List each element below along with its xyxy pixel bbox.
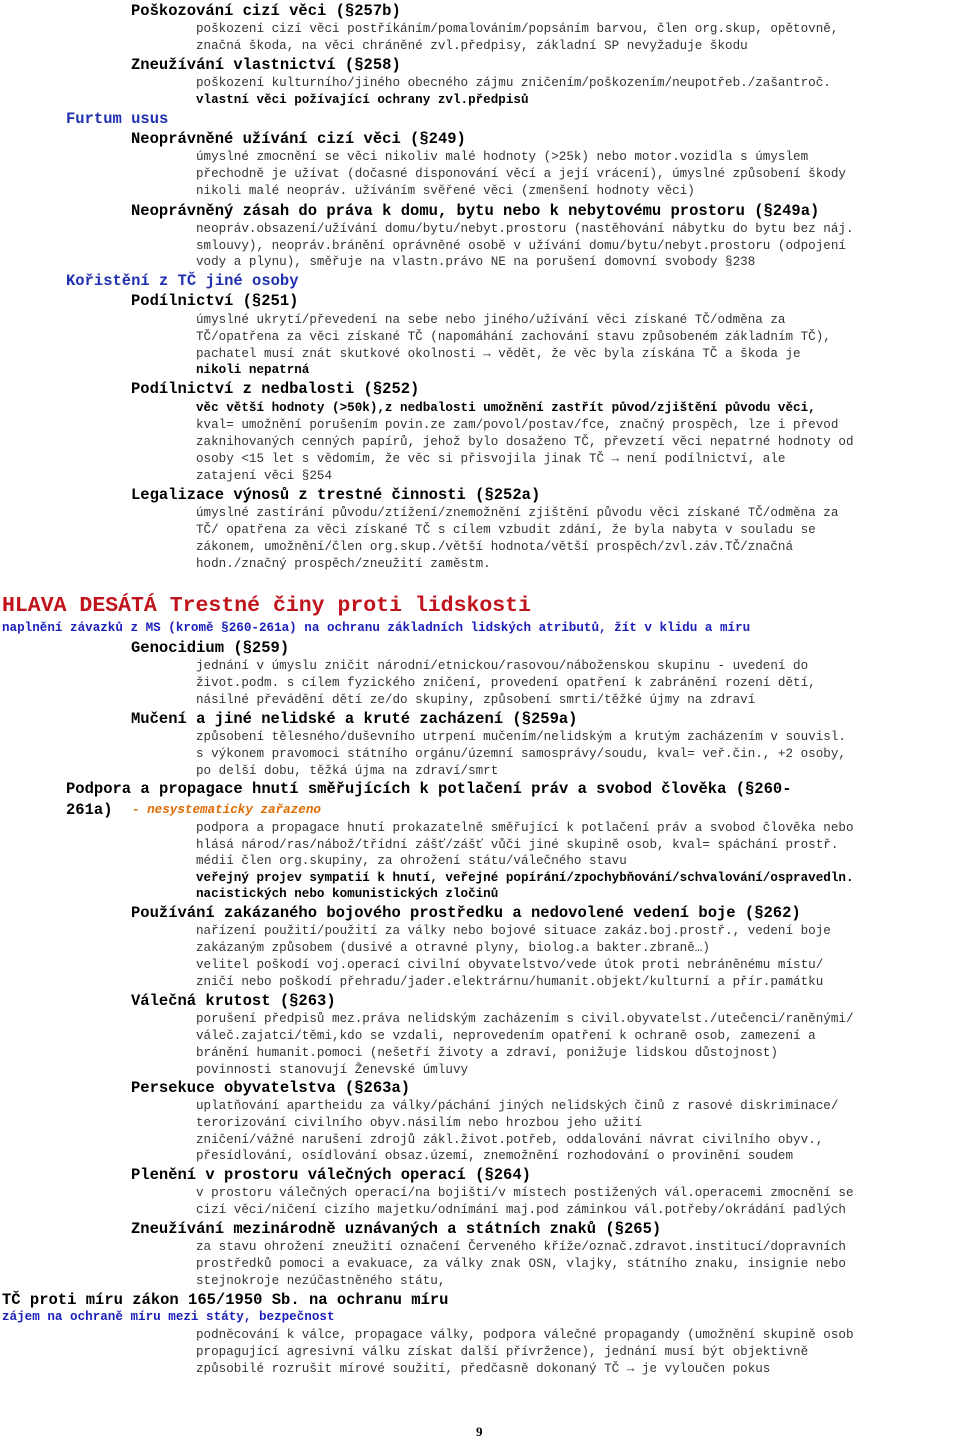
text-line: zakázaným způsobem (dusivé a otravné plyny, biolog.a bakter.zbraně…): [196, 941, 710, 955]
chapter-subtitle: zájem na ochraně míru mezi státy, bezpečnost: [2, 1310, 335, 1324]
section-heading: Genocidium (§259): [131, 639, 290, 657]
text-line: zatajení věci §254: [196, 469, 333, 483]
text-line: zaknihovaných cenných papírů, jehož bylo dosaženo TČ, převzetí věci nepatrné hodnoty od: [196, 435, 854, 449]
text-line: smlouvy), neopráv.bránění oprávněné osobě v užívání domu/bytu/nebyt.prostoru (odpojení: [196, 239, 846, 253]
text-line: prostředků pomoci a evakuace, za války znak OSN, vlajky, státního znaku, insignie nebo: [196, 1257, 846, 1271]
text-line: jednání v úmyslu zničit národní/etnickou/rasovou/náboženskou skupinu - uvedení do: [196, 659, 809, 673]
text-line: pachatel musí znát skutkové okolnosti → vědět, že věc byla získána TČ a škoda je: [196, 347, 801, 361]
text-line: uplatňování apartheidu za války/páchání jiných nelidských činů z rasové diskriminace/: [196, 1099, 839, 1113]
text-line: způsobilé rozrušit mírové soužití, předčasně dokonaný TČ → je vyloučen pokus: [196, 1362, 771, 1376]
text-line: nařízení použití/použití za války nebo bojové situace zakáz.boj.prostř., vedení boje: [196, 924, 831, 938]
heading-note: - nesystematicky zařazeno: [132, 803, 321, 817]
section-heading: TČ proti míru zákon 165/1950 Sb. na ochranu míru: [2, 1291, 449, 1309]
section-heading: Zneužívání vlastnictví (§258): [131, 56, 401, 74]
text-line: s výkonem pravomoci státního orgánu/územní samosprávy/soudu, kval= veř.čin., +2 osoby,: [196, 747, 846, 761]
text-line: zákonem, umožnění/člen org.skup./větší hodnota/větší prospěch/zvl.záv.TČ/značná: [196, 540, 794, 554]
text-line: kval= umožnění porušením povin.ze zam/povol/postav/fce, značný prospěch, lze i převod: [196, 418, 839, 432]
section-heading: Poškozování cizí věci (§257b): [131, 2, 401, 20]
section-heading: Podílnictví z nedbalosti (§252): [131, 380, 420, 398]
chapter-title: HLAVA DESÁTÁ Trestné činy proti lidskosti: [2, 594, 531, 618]
section-heading: Mučení a jiné nelidské a kruté zacházení (§259a): [131, 710, 578, 728]
text-line: přechodně je užívat (dočasné disponování věcí a její vrácení), úmyslné způsobení škody: [196, 167, 846, 181]
text-line: úmyslné zastírání původu/ztížení/znemožnění zjištění původu věci získané TČ/odměna za: [196, 506, 839, 520]
text-line: podpora a propagace hnutí prokazatelně směřující k potlačení práv a svobod člověka nebo: [196, 821, 854, 835]
text-line: stejnokroje nezúčastněného státu,: [196, 1274, 446, 1288]
section-heading: Persekuce obyvatelstva (§263a): [131, 1079, 411, 1097]
text-line: způsobení tělesného/duševního utrpení mučením/nelidským a krutým zacházením v souvisl.: [196, 730, 846, 744]
text-line: nikoli nepatrná: [196, 363, 310, 377]
text-line: osoby <15 let s vědomím, že věc si přisvojila jinak TČ → není podílnictví, ale: [196, 452, 786, 466]
text-line: úmyslné zmocnění se věci nikoliv malé hodnoty (>25k) nebo motor.vozidla s úmyslem: [196, 150, 809, 164]
text-line: věc větší hodnoty (>50k),z nedbalosti umožnění zastřít původ/zjištění původu věci,: [196, 401, 816, 415]
text-line: podněcování k válce, propagace války, podpora válečné propagandy (umožnění skupině osob: [196, 1328, 854, 1342]
text-line: bránění humanit.pomoci (nešetří životy a zdraví, ponižuje lidskou důstojnost): [196, 1046, 778, 1060]
text-line: neopráv.obsazení/užívání domu/bytu/nebyt.prostoru (nastěhování nábytku do bytu bez náj.: [196, 222, 854, 236]
group-heading: Furtum usus: [66, 110, 169, 128]
text-line: terorizování civilního obyv.násilím nebo hrozbou jeho užití: [196, 1116, 642, 1130]
text-line: život.podm. s cílem fyzického zničení, provedení opatření k zabránění rození dětí,: [196, 676, 816, 690]
text-line: úmyslné ukrytí/převedení na sebe nebo jiného/užívání věci získané TČ/odměna za: [196, 313, 786, 327]
text-line: TČ/opatřena za věci získané TČ (napomáhání zachování stavu způsobeném základním TČ),: [196, 330, 831, 344]
section-heading: Podpora a propagace hnutí směřujících k potlačení práv a svobod člověka (§260-: [66, 780, 792, 798]
section-heading: 261a): [66, 801, 113, 819]
chapter-subtitle: naplnění závazků z MS (kromě §260-261a) na ochranu základních lidských atributů, žít v klidu a míru: [2, 621, 751, 635]
section-heading: Zneužívání mezinárodně uznávaných a státních znaků (§265): [131, 1220, 662, 1238]
text-line: v prostoru válečných operací/na bojišti/v místech postižených vál.operacemi zmocnění se: [196, 1186, 854, 1200]
text-line: zničí nebo poškodí přehradu/jader.elektrárnu/humanit.objekt/kulturní a přír.památku: [196, 975, 824, 989]
section-heading: Plenění v prostoru válečných operací (§264): [131, 1166, 531, 1184]
group-heading: Kořistění z TČ jiné osoby: [66, 272, 299, 290]
text-line: vlastní věci požívající ochrany zvl.předpisů: [196, 93, 529, 107]
section-heading: Používání zakázaného bojového prostředku a nedovolené vedení boje (§262): [131, 904, 801, 922]
text-line: za stavu ohrožení zneužití označení Červeného kříže/označ.zdravot.institucí/dopravních: [196, 1240, 846, 1254]
text-line: hlásá národ/ras/nábož/třídní zášť/zášť vůči jiné skupině osob, kval= spáchání prostř.: [196, 838, 839, 852]
text-line: poškození kulturního/jiného obecného zájmu zničením/poškozením/neupotřeb./zašantroč.: [196, 76, 831, 90]
text-line: násilné převádění dětí ze/do skupiny, způsobení smrti/těžké újmy na zdraví: [196, 693, 756, 707]
text-line: velitel poškodí voj.operací civilní obyvatelstvo/vede útok proti nebráněnému místu/: [196, 958, 824, 972]
text-line: hodn./značný prospěch/zneužití zaměstm.: [196, 557, 491, 571]
section-heading: Neoprávněný zásah do práva k domu, bytu nebo k nebytovému prostoru (§249a): [131, 202, 820, 220]
section-heading: Neoprávněné užívání cizí věci (§249): [131, 130, 466, 148]
text-line: přesídlování, osídlování obsaz.území, znemožnění rozhodování o provinění soudem: [196, 1149, 794, 1163]
text-line: TČ/ opatřena za věci získané TČ s cílem vzbudit zdání, že byla nabyta v souladu se: [196, 523, 816, 537]
text-line: porušení předpisů mez.práva nelidským zacházením s civil.obyvatelst./utečenci/raněnými/: [196, 1012, 854, 1026]
text-line: po delší dobu, těžká újma na zdraví/smrt: [196, 764, 499, 778]
text-line: cizí věci/ničení cizího majetku/odnímání maj.pod záminkou vál.potřeby/okrádání padlých: [196, 1203, 846, 1217]
text-line: značná škoda, na věci chráněné zvl.předpisy, základní SP nevyžaduje škodu: [196, 39, 748, 53]
section-heading: Podílnictví (§251): [131, 292, 299, 310]
text-line: povinnosti stanovují Ženevské úmluvy: [196, 1063, 469, 1077]
text-line: médií člen org.skupiny, za ohrožení státu/válečného stavu: [196, 854, 627, 868]
text-line: nacistických nebo komunistických zločinů: [196, 887, 499, 901]
text-line: propagující agresivní válku získat další přívržence), jednání musí být objektivně: [196, 1345, 809, 1359]
section-heading: Válečná krutost (§263): [131, 992, 336, 1010]
text-line: veřejný projev sympatií k hnutí, veřejné popírání/zpochybňování/schvalování/ospravedln.: [196, 871, 854, 885]
text-line: váleč.zajatci/těmi,kdo se vzdali, neprovedením opatření k ochraně osob, zamezení a: [196, 1029, 816, 1043]
text-line: poškození cizí věci postříkáním/pomalováním/popsáním barvou, člen org.skup, opětovně,: [196, 22, 839, 36]
section-heading: Legalizace výnosů z trestné činnosti (§252a): [131, 486, 541, 504]
text-line: nikoli malé neopráv. užíváním svěřené věci (zmenšení hodnoty věci): [196, 184, 695, 198]
text-line: vody a plynu), směřuje na vlastn.právo NE na porušení domovní svobody §238: [196, 255, 756, 269]
text-line: zničení/vážné narušení zdrojů zákl.život.potřeb, oddalování návrat civilního obyv.,: [196, 1133, 824, 1147]
page-number: 9: [476, 1424, 483, 1439]
